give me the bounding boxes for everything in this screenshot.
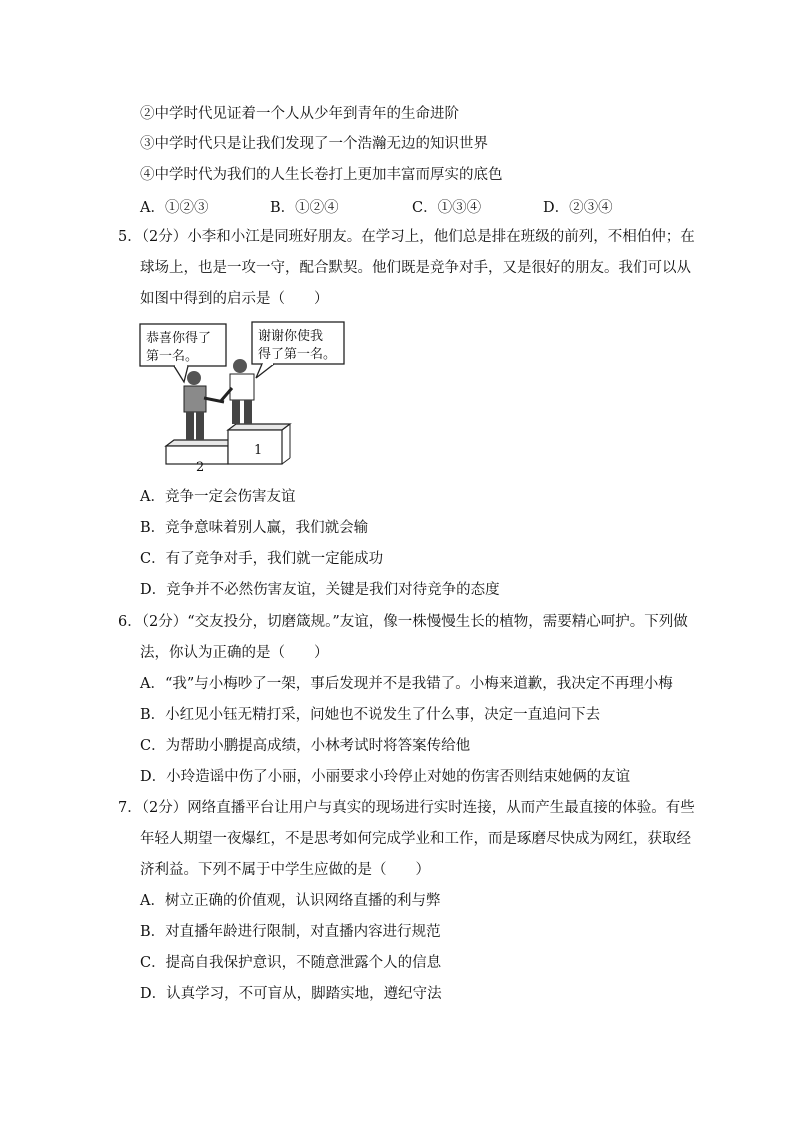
q7-stem-line-3: 济利益。下列不属于中学生应做的是（ ） [140, 862, 430, 878]
q7-option-b[interactable]: B．对直播年龄进行限制，对直播内容进行规范 [140, 924, 441, 940]
q6-option-c[interactable]: C．为帮助小鹏提高成绩，小林考试时将答案传给他 [140, 738, 471, 754]
q7-option-c[interactable]: C．提高自我保护意识，不随意泄露个人的信息 [140, 955, 442, 971]
q5-stem-line-2: 球场上，也是一攻一守，配合默契。他们既是竞争对手，又是很好的朋友。我们可以从 [140, 260, 691, 276]
q4-item-4: ④中学时代为我们的人生长卷打上更加丰富而厚实的底色 [140, 167, 503, 183]
q5-option-a[interactable]: A．竞争一定会伤害友谊 [140, 489, 296, 505]
speech-bubble-left [140, 324, 226, 382]
q4-option-c[interactable]: C．①③④ [412, 200, 482, 216]
podium-number-2: 2 [196, 460, 205, 475]
q4-option-d[interactable]: D．②③④ [543, 200, 613, 216]
q5-stem-line-1: 5．（2分）小李和小江是同班好朋友。在学习上，他们总是排在班级的前列，不相伯仲；在 [118, 229, 695, 245]
q7-stem-line-2: 年轻人期望一夜爆红，不是思考如何完成学业和工作，而是琢磨尽快成为网红，获取经 [140, 831, 691, 847]
q5-option-b[interactable]: B．竞争意味着别人赢，我们就会输 [140, 520, 369, 536]
q6-option-b[interactable]: B．小红见小钰无精打采，问她也不说发生了什么事，决定一直追问下去 [140, 707, 601, 723]
q6-option-d[interactable]: D．小玲造谣中伤了小丽，小丽要求小玲停止对她的伤害否则结束她俩的友谊 [140, 769, 631, 785]
bubble-right-line-1: 谢谢你使我 [258, 329, 324, 344]
bubble-left-line-2: 第一名。 [146, 349, 199, 364]
q4-option-b[interactable]: B．①②④ [270, 200, 339, 216]
bubble-right-line-2: 得了第一名。 [258, 347, 337, 362]
student-second-place [184, 371, 224, 440]
q5-option-d[interactable]: D．竞争并不必然伤害友谊，关键是我们对待竞争的态度 [140, 582, 500, 598]
q7-option-d[interactable]: D．认真学习，不可盲从，脚踏实地，遵纪守法 [140, 986, 442, 1002]
q6-option-a[interactable]: A．“我”与小梅吵了一架，事后发现并不是我错了。小梅来道歉，我决定不再理小梅 [140, 676, 673, 692]
speech-bubble-right [252, 322, 344, 378]
q5-stem-line-3: 如图中得到的启示是（ ） [140, 291, 329, 307]
q7-option-a[interactable]: A．树立正确的价值观，认识网络直播的利与弊 [140, 893, 441, 909]
q5-option-c[interactable]: C．有了竞争对手，我们就一定能成功 [140, 551, 384, 567]
q4-item-3: ③中学时代只是让我们发现了一个浩瀚无边的知识世界 [140, 136, 488, 152]
q4-options [140, 196, 670, 216]
cartoon-illustration [132, 318, 362, 478]
q6-stem-line-2: 法，你认为正确的是（ ） [140, 645, 329, 661]
q5-cartoon-figure [132, 318, 362, 478]
q6-stem-line-1: 6．（2分）“交友投分，切磨箴规。”友谊，像一株慢慢生长的植物，需要精心呵护。下列做 [118, 614, 688, 630]
podium [166, 424, 290, 475]
q7-stem-line-1: 7．（2分）网络直播平台让用户与真实的现场进行实时连接，从而产生最直接的体验。有些 [118, 800, 695, 816]
student-first-place [220, 359, 254, 424]
podium-number-1: 1 [254, 443, 263, 458]
bubble-left-line-1: 恭喜你得了 [146, 331, 212, 346]
q4-item-2: ②中学时代见证着一个人从少年到青年的生命进阶 [140, 106, 459, 122]
q4-option-a[interactable]: A．①②③ [140, 200, 209, 216]
